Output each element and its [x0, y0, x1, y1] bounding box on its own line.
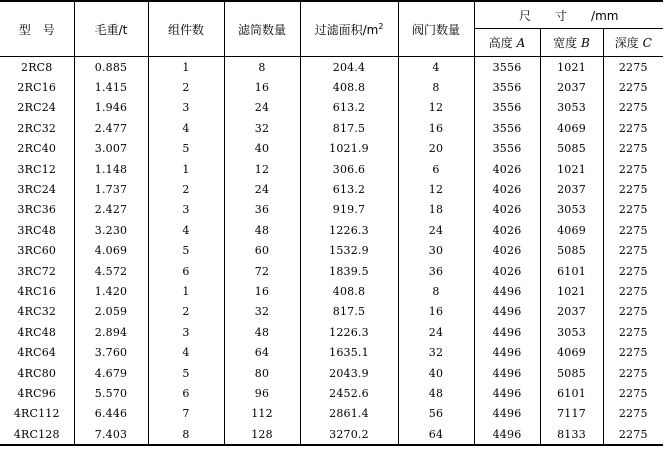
cell-filter-area: 613.2 [300, 98, 398, 118]
header-filter-area-sup: 2 [378, 21, 384, 31]
header-width [540, 29, 603, 57]
cell-filters: 24 [224, 179, 300, 199]
cell-units: 2 [148, 302, 224, 322]
table-row [0, 77, 663, 97]
cell-filters: 12 [224, 159, 300, 179]
cell-model: 4RC80 [17, 366, 57, 380]
table-row [0, 179, 663, 199]
cell-valves: 4 [398, 57, 474, 78]
cell-weight: 1.737 [74, 179, 148, 199]
cell-valves: 18 [398, 200, 474, 220]
cell-weight: 7.403 [74, 424, 148, 445]
table-row [0, 322, 663, 342]
cell-filters: 64 [224, 342, 300, 362]
cell-height: 4026 [474, 220, 540, 240]
cell-units: 1 [148, 281, 224, 301]
cell-model: 3RC72 [17, 264, 57, 278]
table-row [0, 363, 663, 383]
cell-filters: 48 [224, 220, 300, 240]
cell-model: 3RC24 [17, 183, 57, 197]
cell-weight: 2.427 [74, 200, 148, 220]
table-row [0, 159, 663, 179]
cell-height: 4496 [474, 404, 540, 424]
cell-filter-area: 919.7 [300, 200, 398, 220]
cell-model: 4RC112 [13, 407, 60, 421]
cell-width: 7117 [540, 404, 603, 424]
cell-width: 1021 [540, 57, 603, 78]
header-width-var: B [581, 36, 590, 50]
cell-valves: 8 [398, 281, 474, 301]
cell-filter-area: 1839.5 [300, 261, 398, 281]
cell-valves: 24 [398, 220, 474, 240]
cell-filter-area: 204.4 [300, 57, 398, 78]
cell-valves: 24 [398, 322, 474, 342]
cell-height: 4496 [474, 363, 540, 383]
cell-filters: 60 [224, 241, 300, 261]
header-dimensions: 尺 寸 /mm [474, 1, 663, 29]
table-header [0, 1, 663, 57]
cell-weight: 3.007 [74, 139, 148, 159]
cell-model: 4RC64 [17, 346, 57, 360]
cell-units: 5 [148, 241, 224, 261]
cell-depth: 2275 [603, 57, 663, 78]
cell-valves: 6 [398, 159, 474, 179]
cell-valves: 16 [398, 118, 474, 138]
cell-filter-area: 408.8 [300, 77, 398, 97]
cell-height: 4026 [474, 261, 540, 281]
cell-weight: 1.415 [74, 77, 148, 97]
cell-model: 2RC8 [21, 60, 53, 74]
cell-valves: 48 [398, 383, 474, 403]
cell-width: 8133 [540, 424, 603, 445]
header-height [474, 29, 540, 57]
table-row [0, 404, 663, 424]
cell-width: 1021 [540, 281, 603, 301]
cell-valves: 8 [398, 77, 474, 97]
cell-depth: 2275 [603, 179, 663, 199]
cell-filters: 128 [224, 424, 300, 445]
cell-width: 2037 [540, 179, 603, 199]
cell-filters: 24 [224, 98, 300, 118]
cell-width: 6101 [540, 261, 603, 281]
cell-width: 3053 [540, 200, 603, 220]
table-row [0, 118, 663, 138]
cell-weight: 0.885 [74, 57, 148, 78]
cell-height: 4496 [474, 342, 540, 362]
cell-height: 4496 [474, 302, 540, 322]
cell-filter-area: 2452.6 [300, 383, 398, 403]
cell-valves: 64 [398, 424, 474, 445]
cell-weight: 4.572 [74, 261, 148, 281]
header-depth-var: C [642, 36, 652, 50]
cell-filter-area: 1635.1 [300, 342, 398, 362]
cell-filters: 32 [224, 302, 300, 322]
cell-valves: 32 [398, 342, 474, 362]
cell-filter-area: 2043.9 [300, 363, 398, 383]
cell-depth: 2275 [603, 322, 663, 342]
cell-units: 1 [148, 57, 224, 78]
header-depth [603, 29, 663, 57]
cell-height: 4496 [474, 383, 540, 403]
cell-filter-area: 1021.9 [300, 139, 398, 159]
cell-model: 3RC60 [17, 244, 57, 258]
cell-filter-area: 306.6 [300, 159, 398, 179]
cell-height: 3556 [474, 57, 540, 78]
cell-height: 4026 [474, 179, 540, 199]
cell-filter-area: 1532.9 [300, 241, 398, 261]
cell-depth: 2275 [603, 383, 663, 403]
cell-filter-area: 817.5 [300, 118, 398, 138]
cell-width: 6101 [540, 383, 603, 403]
cell-width: 5085 [540, 139, 603, 159]
cell-units: 3 [148, 322, 224, 342]
cell-width: 4069 [540, 118, 603, 138]
cell-depth: 2275 [603, 98, 663, 118]
cell-height: 4496 [474, 424, 540, 445]
cell-model: 2RC16 [17, 81, 57, 95]
cell-model: 2RC24 [17, 101, 57, 115]
cell-units: 6 [148, 383, 224, 403]
cell-units: 5 [148, 363, 224, 383]
table-row [0, 241, 663, 261]
cell-depth: 2275 [603, 302, 663, 322]
cell-filters: 112 [224, 404, 300, 424]
cell-filter-area: 408.8 [300, 281, 398, 301]
cell-filters: 36 [224, 200, 300, 220]
cell-depth: 2275 [603, 404, 663, 424]
cell-model: 3RC36 [17, 203, 57, 217]
cell-depth: 2275 [603, 424, 663, 445]
cell-height: 4026 [474, 200, 540, 220]
cell-valves: 40 [398, 363, 474, 383]
header-height-var: A [516, 36, 526, 50]
cell-width: 5085 [540, 241, 603, 261]
cell-filters: 48 [224, 322, 300, 342]
header-filter-area [300, 1, 398, 57]
cell-units: 4 [148, 220, 224, 240]
cell-filters: 96 [224, 383, 300, 403]
cell-height: 4496 [474, 322, 540, 342]
cell-weight: 2.059 [74, 302, 148, 322]
cell-valves: 20 [398, 139, 474, 159]
cell-height: 4026 [474, 159, 540, 179]
cell-model: 4RC16 [17, 284, 57, 298]
cell-weight: 6.446 [74, 404, 148, 424]
table-row [0, 302, 663, 322]
table-body [0, 57, 663, 446]
header-width-label: 宽度 [553, 36, 578, 50]
table-row [0, 261, 663, 281]
cell-width: 5085 [540, 363, 603, 383]
cell-depth: 2275 [603, 139, 663, 159]
cell-filters: 8 [224, 57, 300, 78]
cell-weight: 1.946 [74, 98, 148, 118]
cell-weight: 4.069 [74, 241, 148, 261]
cell-valves: 16 [398, 302, 474, 322]
cell-depth: 2275 [603, 261, 663, 281]
cell-filter-area: 817.5 [300, 302, 398, 322]
table-row [0, 281, 663, 301]
cell-weight: 1.420 [74, 281, 148, 301]
cell-units: 3 [148, 98, 224, 118]
cell-width: 4069 [540, 342, 603, 362]
table-row [0, 383, 663, 403]
cell-filter-area: 613.2 [300, 179, 398, 199]
cell-width: 2037 [540, 302, 603, 322]
cell-valves: 12 [398, 179, 474, 199]
cell-filters: 32 [224, 118, 300, 138]
cell-units: 8 [148, 424, 224, 445]
cell-model: 4RC96 [17, 386, 57, 400]
cell-units: 3 [148, 200, 224, 220]
cell-weight: 3.230 [74, 220, 148, 240]
header-units: 组件数 [148, 1, 224, 57]
table-row [0, 424, 663, 445]
cell-filters: 72 [224, 261, 300, 281]
cell-valves: 12 [398, 98, 474, 118]
cell-depth: 2275 [603, 159, 663, 179]
cell-weight: 4.679 [74, 363, 148, 383]
table-row [0, 98, 663, 118]
cell-units: 6 [148, 261, 224, 281]
cell-valves: 56 [398, 404, 474, 424]
header-valves: 阀门数量 [398, 1, 474, 57]
cell-units: 7 [148, 404, 224, 424]
cell-weight: 2.894 [74, 322, 148, 342]
cell-depth: 2275 [603, 200, 663, 220]
cell-model: 2RC40 [17, 142, 57, 156]
cell-model: 3RC12 [17, 162, 57, 176]
cell-filter-area: 1226.3 [300, 220, 398, 240]
table-row [0, 342, 663, 362]
cell-width: 4069 [540, 220, 603, 240]
table-row [0, 220, 663, 240]
header-depth-label: 深度 [614, 36, 639, 50]
cell-filters: 16 [224, 281, 300, 301]
cell-depth: 2275 [603, 220, 663, 240]
cell-height: 3556 [474, 118, 540, 138]
header-filters: 滤筒数量 [224, 1, 300, 57]
cell-valves: 30 [398, 241, 474, 261]
cell-width: 2037 [540, 77, 603, 97]
cell-weight: 5.570 [74, 383, 148, 403]
cell-model: 3RC48 [17, 223, 57, 237]
cell-height: 4026 [474, 241, 540, 261]
cell-depth: 2275 [603, 77, 663, 97]
cell-depth: 2275 [603, 281, 663, 301]
header-height-label: 高度 [488, 36, 513, 50]
cell-filter-area: 3270.2 [300, 424, 398, 445]
cell-height: 3556 [474, 77, 540, 97]
table-row [0, 200, 663, 220]
cell-filter-area: 2861.4 [300, 404, 398, 424]
cell-width: 3053 [540, 322, 603, 342]
cell-units: 4 [148, 118, 224, 138]
cell-weight: 1.148 [74, 159, 148, 179]
cell-depth: 2275 [603, 363, 663, 383]
cell-filters: 80 [224, 363, 300, 383]
cell-units: 2 [148, 179, 224, 199]
cell-units: 2 [148, 77, 224, 97]
table-row [0, 139, 663, 159]
cell-model: 4RC48 [17, 325, 57, 339]
cell-filters: 40 [224, 139, 300, 159]
cell-height: 3556 [474, 139, 540, 159]
cell-weight: 3.760 [74, 342, 148, 362]
cell-width: 3053 [540, 98, 603, 118]
cell-height: 3556 [474, 98, 540, 118]
cell-depth: 2275 [603, 241, 663, 261]
cell-units: 4 [148, 342, 224, 362]
cell-units: 5 [148, 139, 224, 159]
cell-filter-area: 1226.3 [300, 322, 398, 342]
cell-model: 2RC32 [17, 121, 57, 135]
header-weight: 毛重/t [74, 1, 148, 57]
header-filter-area-text: 过滤面积/m [314, 22, 379, 37]
table-row [0, 57, 663, 78]
header-model: 型 号 [0, 1, 74, 57]
cell-units: 1 [148, 159, 224, 179]
cell-model: 4RC128 [0, 424, 74, 445]
cell-weight: 2.477 [74, 118, 148, 138]
cell-filters: 16 [224, 77, 300, 97]
cell-model: 4RC32 [17, 305, 57, 319]
cell-depth: 2275 [603, 118, 663, 138]
cell-valves: 36 [398, 261, 474, 281]
cell-height: 4496 [474, 281, 540, 301]
cell-depth: 2275 [603, 342, 663, 362]
cell-width: 1021 [540, 159, 603, 179]
